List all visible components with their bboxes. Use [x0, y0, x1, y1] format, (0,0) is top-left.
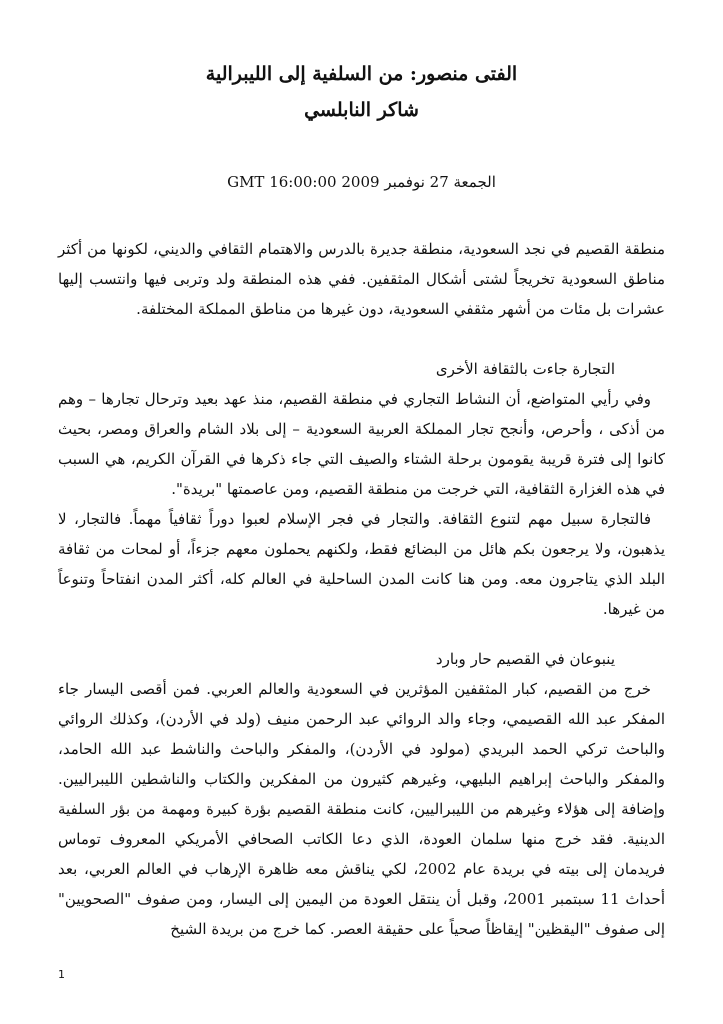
- document-date: الجمعة 27 نوفمبر 2009 GMT 16:00:00: [227, 173, 496, 191]
- paragraph-4: خرج من القصيم، كبار المثقفين المؤثرين في السعودية والعالم العربي. فمن أقصى اليسار جاء المفكر عبد الله القصيمي، وجاء والد الروائي عبد الرحمن منيف (ولد في الأردن)، وكذلك الروائي والباحث تركي الحمد البريدي (مولود في الأردن)، والمفكر والباحث والناشط عبد الله الحامد، والمفكر والباحث إبراهيم البليهي، وغيرهم كثيرون من المفكرين والكتاب والناشطين الليبراليين. وإضافة إلى هؤلاء وغيرهم من الليبراليين، كانت منطقة القصيم بؤرة كبيرة ومهمة من بؤر السلفية الدينية. فقد خرج منها سلمان العودة، الذي دعا الكاتب الصحافي الأمريكي المعروف توماس فريدمان إلى بيته في بريدة عام 2002، لكي يناقش معه ظاهرة الإرهاب في العالم العربي، بعد أحداث 11 سبتمبر 2001، وقبل أن ينتقل العودة من اليمين إلى اليسار، ومن صفوف "الصحويين" إلى صفوف "اليقظين" إيقاظاً صحياً على حقيقة العصر. كما خرج من بريدة الشيخ: [58, 680, 665, 938]
- document-body: [58, 234, 665, 944]
- section-heading-2: ينبوعان في القصيم حار وبارد: [435, 650, 615, 668]
- paragraph-1: منطقة القصيم في نجد السعودية، منطقة جديرة بالدرس والاهتمام الثقافي والديني، لكونها من أكثر مناطق السعودية تخريجاً لشتى أشكال المثقفين. ففي هذه المنطقة ولد وتربى فيها وانتسب إليها عشرات بل مئات من أشهر مثقفي السعودية، دون غيرها من مناطق المملكة المختلفة.: [58, 240, 665, 318]
- section-heading-1: التجارة جاءت بالثقافة الأخرى: [435, 360, 615, 378]
- paragraph-3: فالتجارة سبيل مهم لتنوع الثقافة. والتجار في فجر الإسلام لعبوا دوراً ثقافياً مهماً. فالتجار، لا يذهبون، ولا يرجعون بكم هائل من البضائع فقط، ولكنهم يحملون معهم جزءاً، أو لمحات من ثقافة البلد الذي يتاجرون معه. ومن هنا كانت المدن الساحلية في العالم كله، أكثر المدن انفتاحاً وتنوعاً من غيرها.: [58, 510, 665, 618]
- document-author: شاكر النابلسي: [304, 99, 419, 121]
- spacer: [58, 624, 665, 644]
- document-title: الفتى منصور: من السلفية إلى الليبرالية: [205, 63, 518, 85]
- paragraph-2: وفي رأيي المتواضع، أن النشاط التجاري في منطقة القصيم، منذ عهد بعيد وترحال تجارها – وهم من أذكى ، وأحرص، وأنجح تجار المملكة العربية السعودية – إلى بلاد الشام والعراق ومصر، بحيث كانوا إلى فترة قريبة يقومون برحلة الشتاء والصيف التي جاء ذكرها في القرآن الكريم، هي السبب في هذه الغزارة الثقافية، التي خرجت من منطقة القصيم، ومن عاصمتها "بريدة".: [58, 390, 665, 498]
- page-number: 1: [58, 968, 65, 981]
- spacer: [58, 324, 665, 354]
